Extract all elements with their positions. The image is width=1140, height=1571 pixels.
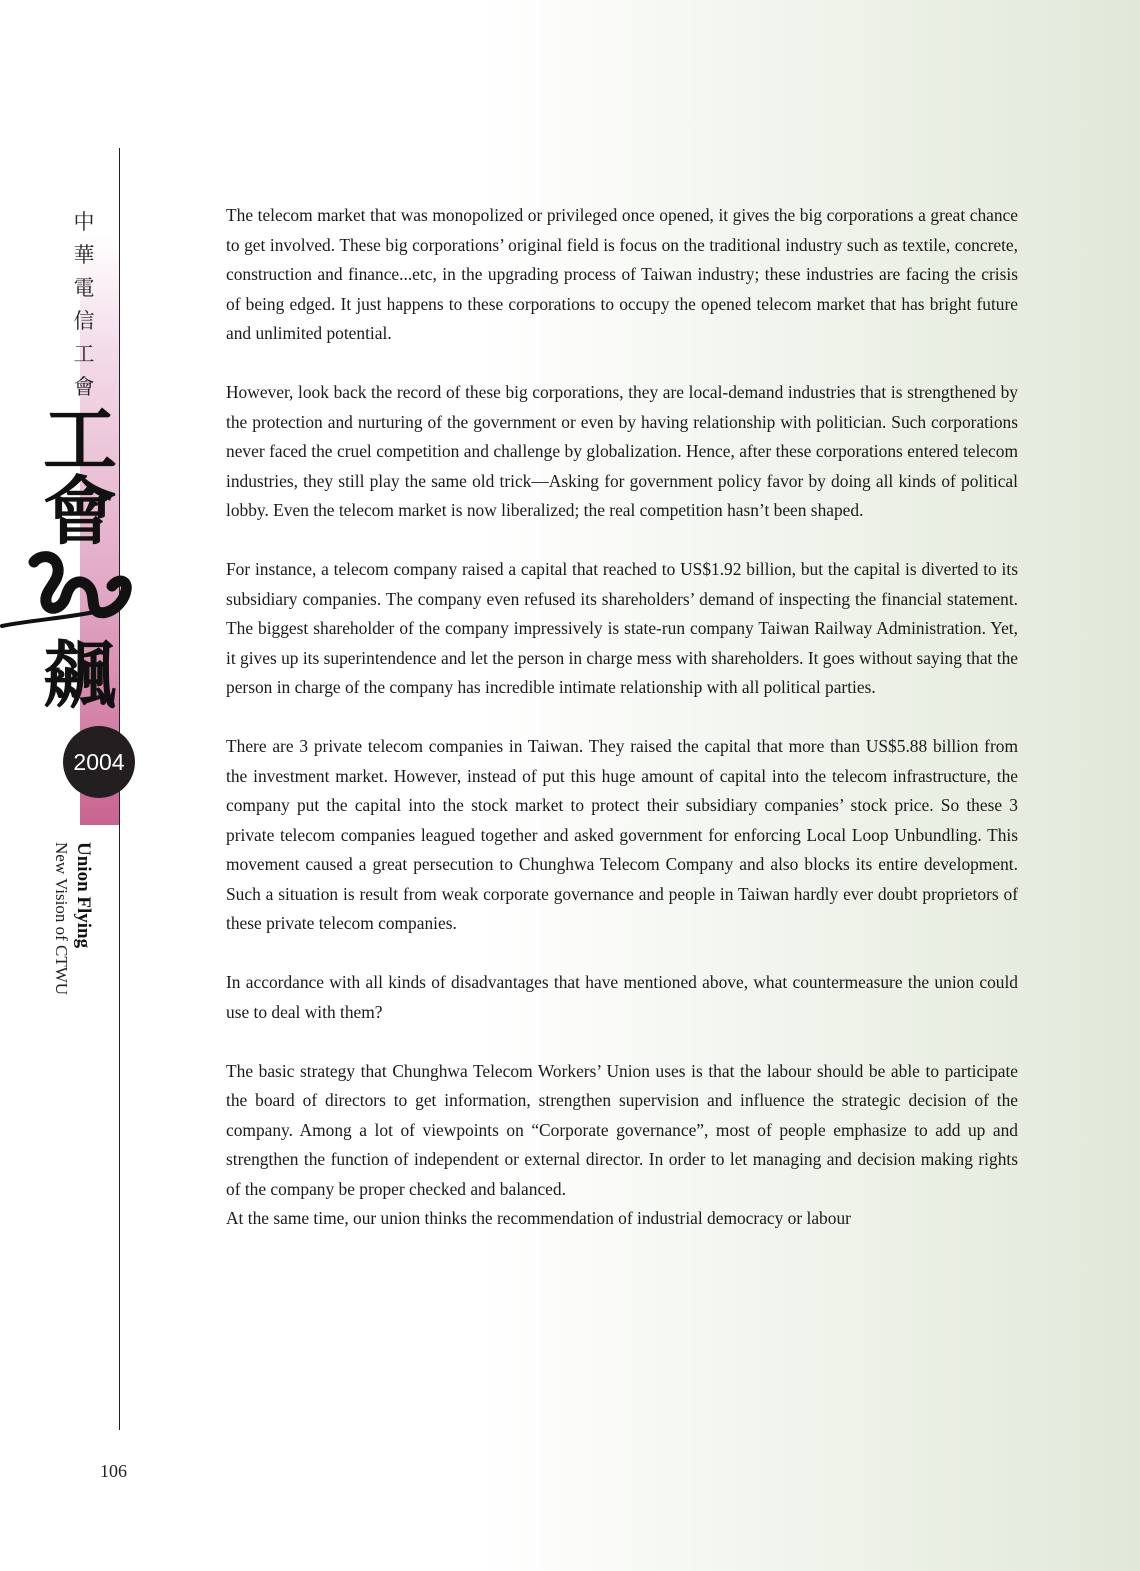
calligraphy-swoosh-icon xyxy=(0,550,135,630)
union-logo xyxy=(0,397,135,720)
logo-char: 工 xyxy=(43,397,117,483)
title-char: 電 xyxy=(73,276,95,300)
title-char: 工 xyxy=(73,342,95,366)
paragraph: The telecom market that was monopolized or privileged once opened, it gives the big corporations a great chance to get involved. These big corporations’ original field is focus on the traditional industry such as textile, concrete, construction and finance...etc, in the upgrading process of Taiwan industry; these industries are facing the crisis of being edged. It just happens to these corporations to occupy the opened telecom market that has bright future and unlimited potential. xyxy=(226,205,1018,343)
chinese-union-title xyxy=(71,206,97,404)
paragraph: There are 3 private telecom companies in Taiwan. They raised the capital that more than US$5.88 billion from the investment market. However, instead of put this huge amount of capital into the telecom infrastructure, the company put the capital into the stock market to protect their subsidiary companies’ stock price. So these 3 private telecom companies leagued together and asked government for enforcing Local Loop Unbundling. This movement caused a great persecution to Chunghwa Telecom Company and also blocks its entire development. Such a situation is result from weak corporate governance and people in Taiwan hardly ever doubt proprietors of these private telecom companies. xyxy=(226,736,1018,933)
article-body xyxy=(226,201,1018,1234)
title-char: 會 xyxy=(73,375,95,399)
paragraph: At the same time, our union thinks the recommendation of industrial democracy or labour xyxy=(226,1208,851,1228)
title-char: 信 xyxy=(73,309,95,333)
page-number: 106 xyxy=(100,1461,127,1481)
paragraph: The basic strategy that Chunghwa Telecom Workers’ Union uses is that the labour should be able to participate the board of directors to get information, strengthen supervision and influence the strategic decision of the company. Among a lot of viewpoints on “Corporate governance”, most of people emphasize to add up and strengthen the function of independent or external director. In order to let managing and decision making rights of the company be proper checked and balanced. xyxy=(226,1060,1018,1199)
english-subtitle: New Vision of CTWU xyxy=(52,842,71,996)
english-title: Union Flying xyxy=(73,842,94,949)
title-char: 華 xyxy=(73,243,95,267)
paragraph: However, look back the record of these big corporations, they are local-demand industries that is strengthened by the protection and nurturing of the government or even by having relationship with politician. Such corporations never faced the cruel competition and challenge by globalization. Hence, after these corporations entered telecom industries, they still play the same old trick—Asking for government policy favor by doing all kinds of political lobby. Even the telecom market is now liberalized; the real competition hasn’t been shaped. xyxy=(226,382,1018,520)
paragraph: In accordance with all kinds of disadvantages that have mentioned above, what countermeasure the union could use to deal with them? xyxy=(226,972,1018,1022)
title-char: 中 xyxy=(73,210,95,234)
logo-char: 會 xyxy=(43,469,117,555)
year-badge: 2004 xyxy=(63,726,135,798)
english-title-vertical xyxy=(50,842,94,995)
paragraph: For instance, a telecom company raised a capital that reached to US$1.92 billion, but the capital is diverted to its subsidiary companies. The company even refused its shareholders’ demand of inspecting the financial statement. The biggest shareholder of the company impressively is state-run company Taiwan Railway Administration. Yet, it gives up its superintendence and let the person in charge mess with shareholders. It goes without saying that the person in charge of the company has incredible intimate relationship with all political parties. xyxy=(226,559,1018,697)
logo-char: 飆 xyxy=(43,633,117,719)
